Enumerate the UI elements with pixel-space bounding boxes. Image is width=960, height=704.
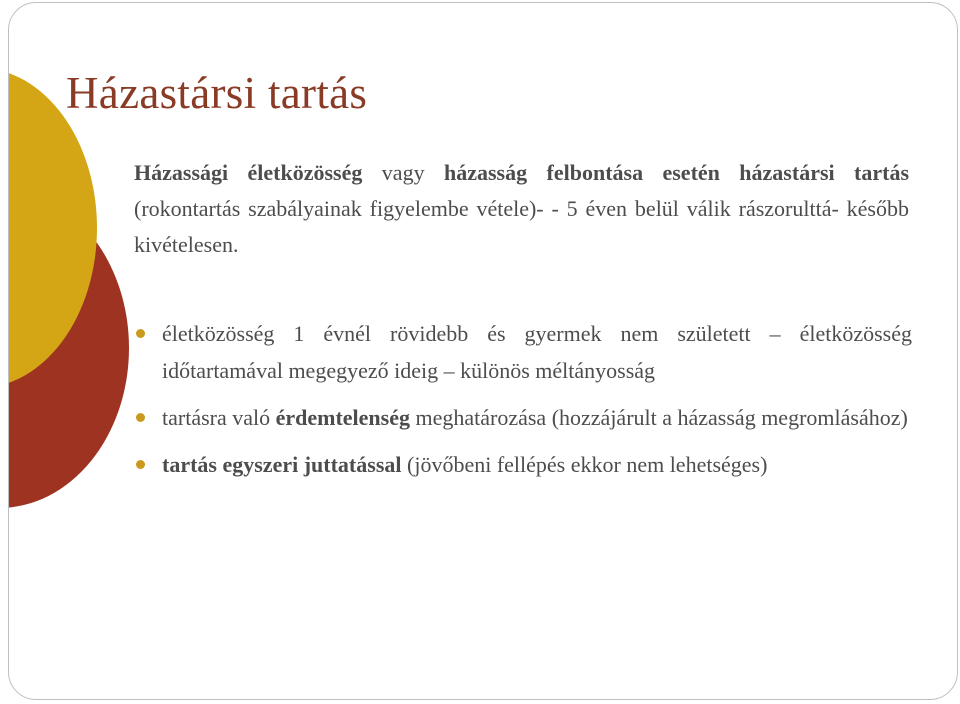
- intro-text-2: (rokontartás szabályainak figyelembe vétele)- - 5 éven belül válik rászorulttá- később kivételesen.: [134, 196, 909, 257]
- bullet-text-post: (jövőbeni fellépés ekkor nem lehetséges): [401, 452, 768, 477]
- slide-title: Házastársi tartás: [66, 68, 368, 118]
- intro-text-1: vagy: [362, 160, 444, 185]
- intro-paragraph: [134, 155, 909, 263]
- bullet-text-post: meghatározása (hozzájárult a házasság megromlásához): [410, 405, 908, 430]
- bullet-dot-icon: [136, 413, 145, 422]
- bullet-text-bold: érdemtelenség: [275, 405, 410, 430]
- bullet-item: [136, 399, 912, 436]
- bullet-text-pre: tartásra való: [162, 405, 276, 430]
- bullet-dot-icon: [136, 329, 145, 338]
- slide: [8, 2, 958, 700]
- bullet-dot-icon: [136, 460, 145, 469]
- bullet-list: [136, 315, 912, 493]
- bullet-text: életközösség 1 évnél rövidebb és gyermek nem született – életközösség időtartamával megegyező ideig – különös méltányosság: [162, 321, 912, 383]
- intro-bold-2: házasság felbontása esetén házastársi tartás: [443, 160, 910, 185]
- intro-bold-1: Házassági életközösség: [134, 160, 363, 185]
- bullet-item: [136, 446, 912, 483]
- bullet-text-bold: tartás egyszeri juttatással: [162, 452, 402, 477]
- bullet-item: [136, 315, 912, 389]
